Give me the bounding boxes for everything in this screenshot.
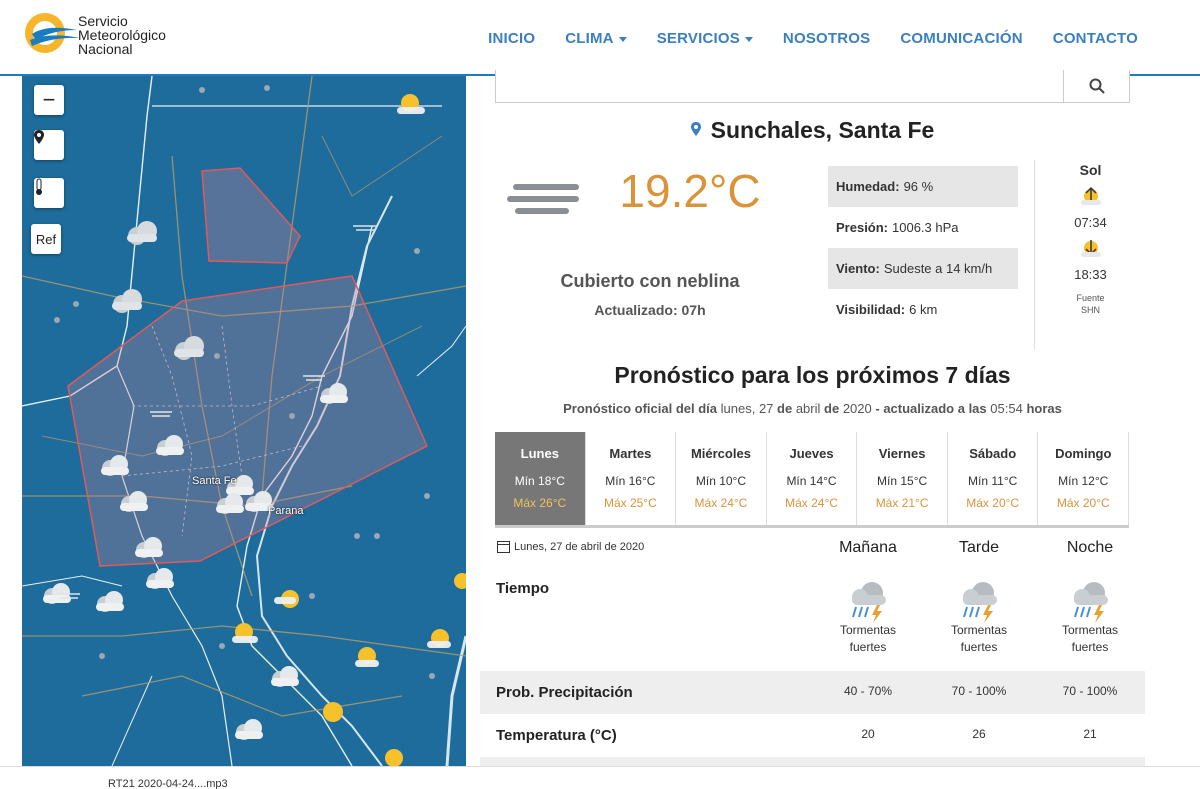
temperature-layer-button[interactable] — [34, 178, 64, 208]
day-tab-sabado[interactable]: Sábado Mín 11°C Máx 20°C — [948, 432, 1039, 525]
forecast-title: Pronóstico para los próximos 7 días — [614, 362, 1011, 388]
current-details — [828, 166, 1018, 330]
logo-line-2: Meteorológico — [78, 27, 166, 43]
detail-pressure: Presión: 1006.3 hPa — [836, 220, 959, 235]
forecast-days — [495, 432, 1129, 528]
precip-tarde: 70 - 100% — [951, 684, 1007, 698]
calendar-icon — [497, 541, 510, 553]
precip-manana: 40 - 70% — [843, 684, 893, 698]
sun-panel — [1034, 160, 1146, 350]
temp-manana: 20 — [861, 727, 875, 741]
map-weather-icons — [22, 76, 466, 766]
main-nav — [488, 30, 1138, 47]
weather-tarde: Tormentas fuertes — [950, 623, 1008, 654]
day-tab-viernes[interactable]: Viernes Mín 15°C Máx 21°C — [857, 432, 948, 525]
storm-icon — [957, 579, 1003, 623]
detail-wind: Viento: Sudeste a 14 km/h — [828, 248, 1018, 289]
search-button[interactable] — [1063, 70, 1129, 102]
sunrise-time: 07:34 — [1074, 215, 1107, 230]
location-title — [495, 117, 1130, 144]
period-noche: Noche — [1066, 539, 1114, 556]
map-fog-icon — [58, 226, 377, 598]
smn-logo-icon[interactable] — [22, 10, 82, 56]
day-tab-jueves[interactable]: Jueves Mín 14°C Máx 24°C — [767, 432, 858, 525]
detail-humidity: Humedad: 96 % — [828, 166, 1018, 207]
detail-visibility: Visibilidad: 6 km — [836, 302, 938, 317]
weather-noche: Tormentas fuertes — [1061, 623, 1119, 654]
download-item[interactable]: RT21 2020-04-24....mp3 — [108, 778, 228, 789]
location-pin-button[interactable] — [34, 130, 64, 160]
forecast-subtitle: Pronóstico oficial del día lunes, 27 de abril de 2020 - actualizado a las 05:54 horas — [563, 401, 1062, 416]
day-tab-martes[interactable]: Martes Mín 16°C Máx 25°C — [586, 432, 677, 525]
nav-nosotros[interactable]: NOSOTROS — [782, 30, 871, 47]
map-label-santa-fe: Santa Fe — [192, 475, 237, 487]
next-row — [480, 757, 1145, 766]
storm-icon — [846, 579, 892, 623]
search-input[interactable] — [495, 70, 1130, 103]
location-name: Sunchales, Santa Fe — [710, 117, 935, 143]
temp-noche: 21 — [1083, 727, 1097, 741]
sunset-time: 18:33 — [1074, 267, 1107, 282]
thermometer-icon — [34, 178, 44, 196]
weather-manana: Tormentas fuertes — [839, 623, 897, 654]
logo-line-3: Nacional — [78, 41, 133, 57]
day-tab-domingo[interactable]: Domingo Mín 12°C Máx 20°C — [1038, 432, 1129, 525]
precip-noche: 70 - 100% — [1062, 684, 1118, 698]
map-label-parana: Parana — [268, 505, 304, 517]
chevron-down-icon — [619, 37, 627, 42]
weather-row-label: Tiempo — [496, 580, 550, 597]
logo-line-1: Servicio — [78, 13, 128, 29]
storm-icon — [1068, 579, 1114, 623]
logo-text[interactable] — [78, 14, 166, 56]
map-pin-icon — [34, 130, 44, 144]
nav-contacto[interactable]: CONTACTO — [1052, 30, 1138, 47]
download-bar — [0, 766, 1200, 789]
current-temperature: 19.2°C — [619, 165, 761, 217]
day-tab-miercoles[interactable]: Miércoles Mín 10°C Máx 24°C — [676, 432, 767, 525]
period-manana: Mañana — [839, 539, 897, 556]
current-updated: Actualizado: 07h — [594, 302, 706, 318]
sunset-icon — [1078, 236, 1104, 260]
sun-source: Fuente SHN — [1076, 293, 1105, 315]
period-tarde: Tarde — [958, 539, 1000, 556]
detail-date: Lunes, 27 de abril de 2020 — [497, 541, 644, 553]
chevron-down-icon — [745, 37, 753, 42]
zoom-out-button[interactable]: − — [34, 85, 64, 115]
ref-button[interactable]: Ref — [31, 224, 61, 254]
sunrise-icon — [1078, 184, 1104, 208]
search-icon — [1089, 78, 1105, 94]
map-pin-icon — [691, 122, 701, 136]
nav-inicio[interactable]: INICIO — [488, 30, 536, 47]
current-condition: Cubierto con neblina — [560, 271, 740, 291]
nav-clima[interactable]: CLIMA — [565, 30, 627, 47]
nav-comunicacion[interactable]: COMUNICACIÓN — [900, 30, 1023, 47]
temp-tarde: 26 — [972, 727, 986, 741]
site-header — [0, 0, 1200, 76]
map-sun-icon — [235, 94, 466, 766]
weather-map[interactable] — [22, 76, 466, 766]
temp-row-label: Temperatura (°C) — [496, 727, 617, 744]
sun-title: Sol — [1079, 162, 1102, 178]
nav-servicios[interactable]: SERVICIOS — [657, 30, 753, 47]
day-tab-lunes[interactable]: Lunes Mín 18°C Máx 26°C — [495, 432, 586, 525]
precip-row-label: Prob. Precipitación — [496, 684, 633, 701]
